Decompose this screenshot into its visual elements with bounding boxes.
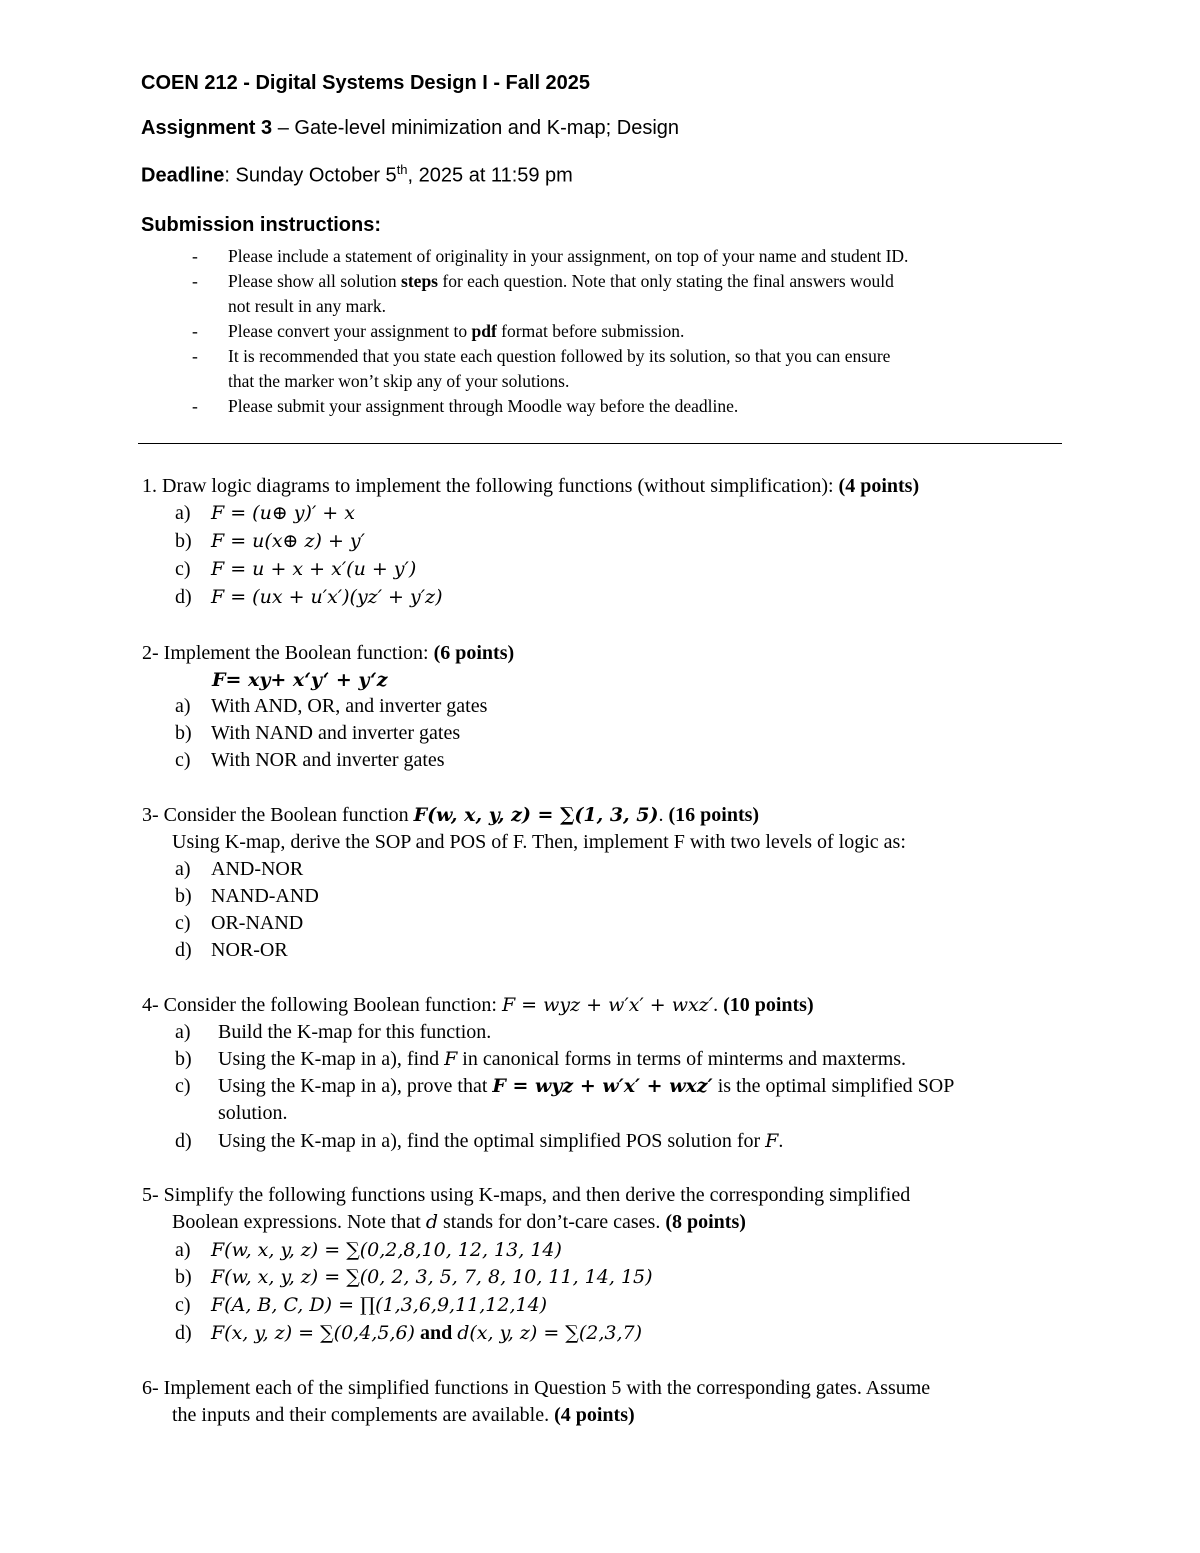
submission-heading: Submission instructions:: [141, 214, 382, 236]
question-2-expression: F= xy+ x‘y‘ + y‘z: [212, 669, 388, 691]
bullet-dash: -: [192, 396, 198, 416]
bullet-dash: -: [192, 271, 198, 291]
question-3-line2: Using K-map, derive the SOP and POS of F. Then, implement F with two levels of logic as:: [172, 831, 906, 853]
question-6-line2: the inputs and their complements are available. (4 points): [172, 1404, 635, 1426]
course-title-text: COEN 212 - Digital Systems Design I - Fall 2025: [141, 72, 591, 94]
instruction-text: that the marker won’t skip any of your solutions.: [228, 371, 570, 391]
points: (10 points): [723, 994, 814, 1016]
points: (16 points): [668, 804, 760, 826]
course-title: [141, 72, 590, 95]
points: (6 points): [433, 642, 515, 664]
question-5-prompt: 5- Simplify the following functions using K-maps, and then derive the corresponding simplified: [142, 1184, 911, 1206]
divider: [138, 443, 1062, 444]
question-6-prompt: 6- Implement each of the simplified functions in Question 5 with the corresponding gates. Assume: [142, 1377, 931, 1399]
assignment-title: – Gate-level minimization and K-map; Design: [272, 117, 680, 139]
points: (4 points): [838, 475, 920, 497]
pdf-emphasis: pdf: [471, 321, 497, 341]
deadline-line: [141, 162, 573, 188]
instruction-text: It is recommended that you state each question followed by its solution, so that you can ensure: [228, 346, 891, 366]
assignment-line: [141, 117, 679, 140]
deadline-text-b: , 2025 at 11:59 pm: [407, 164, 573, 187]
deadline-label: Deadline: [141, 164, 225, 187]
question-4-expression: F = wyz + w′x′ + wxz′: [501, 994, 714, 1016]
deadline-sup: th: [396, 162, 408, 177]
points: (8 points): [665, 1211, 746, 1233]
instruction-text: Please convert your assignment to pdf format before submission.: [228, 321, 685, 341]
question-4-part-c-continuation: solution.: [218, 1102, 288, 1124]
assignment-page: COEN 212 - Digital Systems Design I - Fall 2025 Assignment 3 – Gate-level minimization and K-map; Design Deadline: Sunday October 5th, 2025 at 11:59 pm Submission instructions: - Please include a statement of originality in your assignment, on top of your name and student ID. - Please show all solution steps for each question. Note that only stating the final answers would not result in any mark. - Please convert your assignment to pdf format before submission. - It is recommended that you state each question followed by its solution, so that you can ensure that the marker won’t skip any of your solutions. - Please submit your assignment through Moodle way before the deadline. 1. Draw logic diagrams to implement the following functions (without simplification): (4 points) a) F = (u⊕ y)′ + x b) F = u(x⊕ z) + y′ c) F = u + x + x′(u + y′) d) F = (ux + u′x′)(yz′ + y′z) 2- Implement the Boolean function: (6 points) F= xy+ x‘y‘ + y‘z a) With AND, OR, and inverter gates b) With NAND and inverter gates c) With NOR and inverter gates 3- Consider the Boolean function F(w, x, y, z) = ∑(1, 3, 5). (16 points) Using K-map, derive the SOP and POS of F. Then, implement F with two levels of logic as: a) AND-NOR b) NAND-AND c) OR-NAND d) NOR-OR 4- Consider the following Boolean function: F = wyz + w′x′ + wxz′. (10 points) a) Build the K-map for this function. b) Using the K-map in a), find F in canonical forms in terms of minterms and maxterms. c) Using the K-map in a), prove that F = wyz + w′x′ + wxz′ is the optimal simplified SOP solution. d) Using the K-map in a), find the optimal simplified POS solution for F. 5- Simplify the following functions using K-maps, and then derive the corresponding simplified Boolean expressions. Note that d stands for don’t-care cases. (8 points) a) F(w, x, y, z) = ∑(0,2,8,10, 12, 13, 14) b) F(w, x, y, z) = ∑(0, 2, 3, 5, 7, 8, 10, 11, 14, 15) c) F(A, B, C, D) = ∏(1,3,6,9,11,12,14) d) F(x, y, z) = ∑(0,4,5,6) and d(x, y, z) = ∑(2,3,7) 6- Implement each of the simplified functions in Question 5 with the corresponding gates. Assume the inputs and their complements are available. (4 points): [0, 0, 1200, 1553]
question-1-prompt: 1. Draw logic diagrams to implement the following functions (without simplification): (4 points): [142, 475, 920, 497]
assignment-label: Assignment 3: [141, 117, 273, 139]
bullet-dash: -: [192, 246, 198, 266]
question-3-prompt: 3- Consider the Boolean function F(w, x, y, z) = ∑(1, 3, 5). (16 points): [142, 804, 760, 826]
instruction-text: not result in any mark.: [228, 296, 386, 316]
question-4-prompt: 4- Consider the following Boolean function: F = wyz + w′x′ + wxz′. (10 points): [142, 994, 814, 1016]
question-2-prompt: 2- Implement the Boolean function: (6 points): [142, 642, 515, 664]
points: (4 points): [554, 1404, 635, 1426]
bullet-dash: -: [192, 321, 198, 341]
instruction-text: Please include a statement of originality in your assignment, on top of your name and student ID.: [228, 246, 909, 266]
question-5-line2: Boolean expressions. Note that d stands for don’t-care cases. (8 points): [172, 1211, 746, 1233]
instruction-text: Please submit your assignment through Moodle way before the deadline.: [228, 396, 739, 416]
steps-emphasis: steps: [401, 271, 438, 291]
deadline-text-a: : Sunday October 5: [224, 164, 397, 187]
instruction-text: Please show all solution steps for each question. Note that only stating the final answers would: [228, 271, 894, 291]
bullet-dash: -: [192, 346, 198, 366]
question-3-expression: F(w, x, y, z) = ∑(1, 3, 5): [413, 804, 659, 826]
